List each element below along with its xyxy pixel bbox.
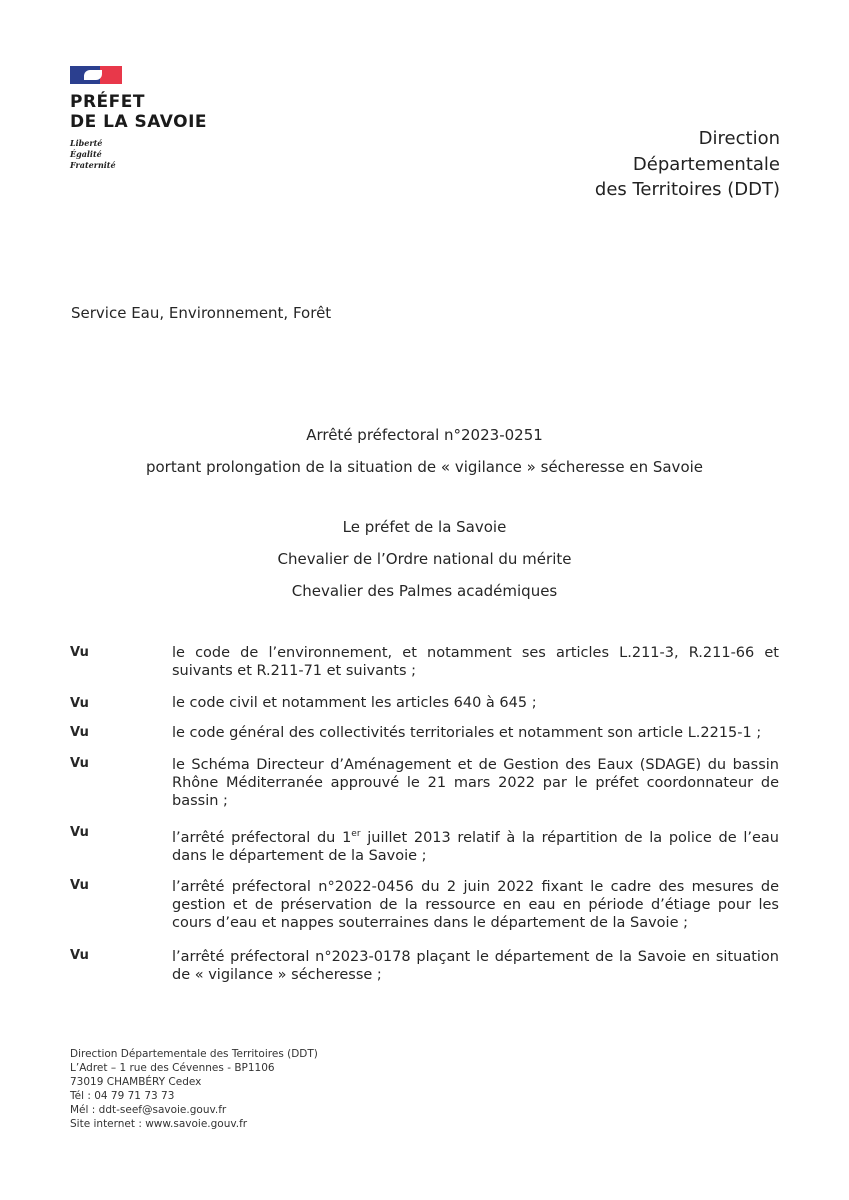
vu-label: Vu — [70, 645, 89, 660]
footer-line-direction: Direction Départementale des Territoires (DDT) — [70, 1048, 318, 1060]
footer-line-city: 73019 CHAMBÉRY Cedex — [70, 1076, 202, 1088]
vu-text: l’arrêté préfectoral n°2023-0178 plaçant le département de la Savoie en situation de « vigilance » sécheresse ; — [172, 949, 779, 983]
footer-line-website: Site internet : www.savoie.gouv.fr — [70, 1118, 248, 1130]
vu-text: le code de l’environnement, et notamment ses articles L.211-3, R.211-66 et suivants et R.211-71 et suivants ; — [172, 645, 779, 679]
vu-text: le code civil et notamment les articles 640 à 645 ; — [172, 695, 537, 711]
vu-label: Vu — [70, 825, 89, 840]
vu-label: Vu — [70, 948, 89, 963]
motto-egalite: Égalité — [70, 149, 102, 159]
prefet-distinction-1: Chevalier de l’Ordre national du mérite — [277, 550, 572, 568]
vu-label: Vu — [70, 756, 89, 771]
vu-text: le code général des collectivités territoriales et notamment son article L.2215-1 ; — [172, 725, 762, 741]
motto-fraternite: Fraternité — [70, 160, 116, 170]
arrete-subject: portant prolongation de la situation de « vigilance » sécheresse en Savoie — [145, 458, 704, 476]
prefet-title-line1: PRÉFET — [70, 92, 145, 112]
footer-line-phone: Tél : 04 79 71 73 73 — [70, 1090, 175, 1102]
footer-address — [70, 1047, 318, 1131]
direction-line1: Direction — [698, 128, 780, 149]
marianne-flag-logo — [70, 66, 130, 86]
vu-label: Vu — [70, 878, 89, 893]
ordinal-superscript: er — [351, 829, 361, 839]
vu-text: l’arrêté préfectoral n°2022-0456 du 2 juin 2022 fixant le cadre des mesures de gestion et de préservation de la ressource en eau en période d’étiage pour les cours d’eau et nappes souterraines dans le département de la Savoie ; — [172, 879, 779, 931]
footer-line-email: Mél : ddt-seef@savoie.gouv.fr — [70, 1104, 227, 1116]
marianne-profile-icon — [84, 70, 102, 80]
arrete-number: Arrêté préfectoral n°2023-0251 — [306, 426, 543, 444]
motto-liberte: Liberté — [70, 138, 103, 148]
direction-line2: Départementale — [632, 154, 780, 175]
vu-text: le Schéma Directeur d’Aménagement et de Gestion des Eaux (SDAGE) du bassin Rhône Méditerranée approuvé le 21 mars 2022 par le préfet coordonnateur de bassin ; — [172, 757, 779, 809]
footer-line-street: L’Adret – 1 rue des Cévennes - BP1106 — [70, 1062, 275, 1074]
direction-line3: des Territoires (DDT) — [594, 179, 780, 200]
vu-label: Vu — [70, 696, 89, 711]
prefet-distinction-2: Chevalier des Palmes académiques — [291, 582, 558, 600]
prefet-title-line2: DE LA SAVOIE — [70, 112, 208, 132]
vu-text: l’arrêté préfectoral du 1er juillet 2013 relatif à la répartition de la police de l’eau dans le département de la Savoie ; — [172, 829, 779, 864]
vu-label: Vu — [70, 725, 89, 740]
prefet-name: Le préfet de la Savoie — [342, 518, 507, 536]
service-name: Service Eau, Environnement, Forêt — [71, 304, 332, 322]
flag-red-band — [100, 66, 122, 84]
